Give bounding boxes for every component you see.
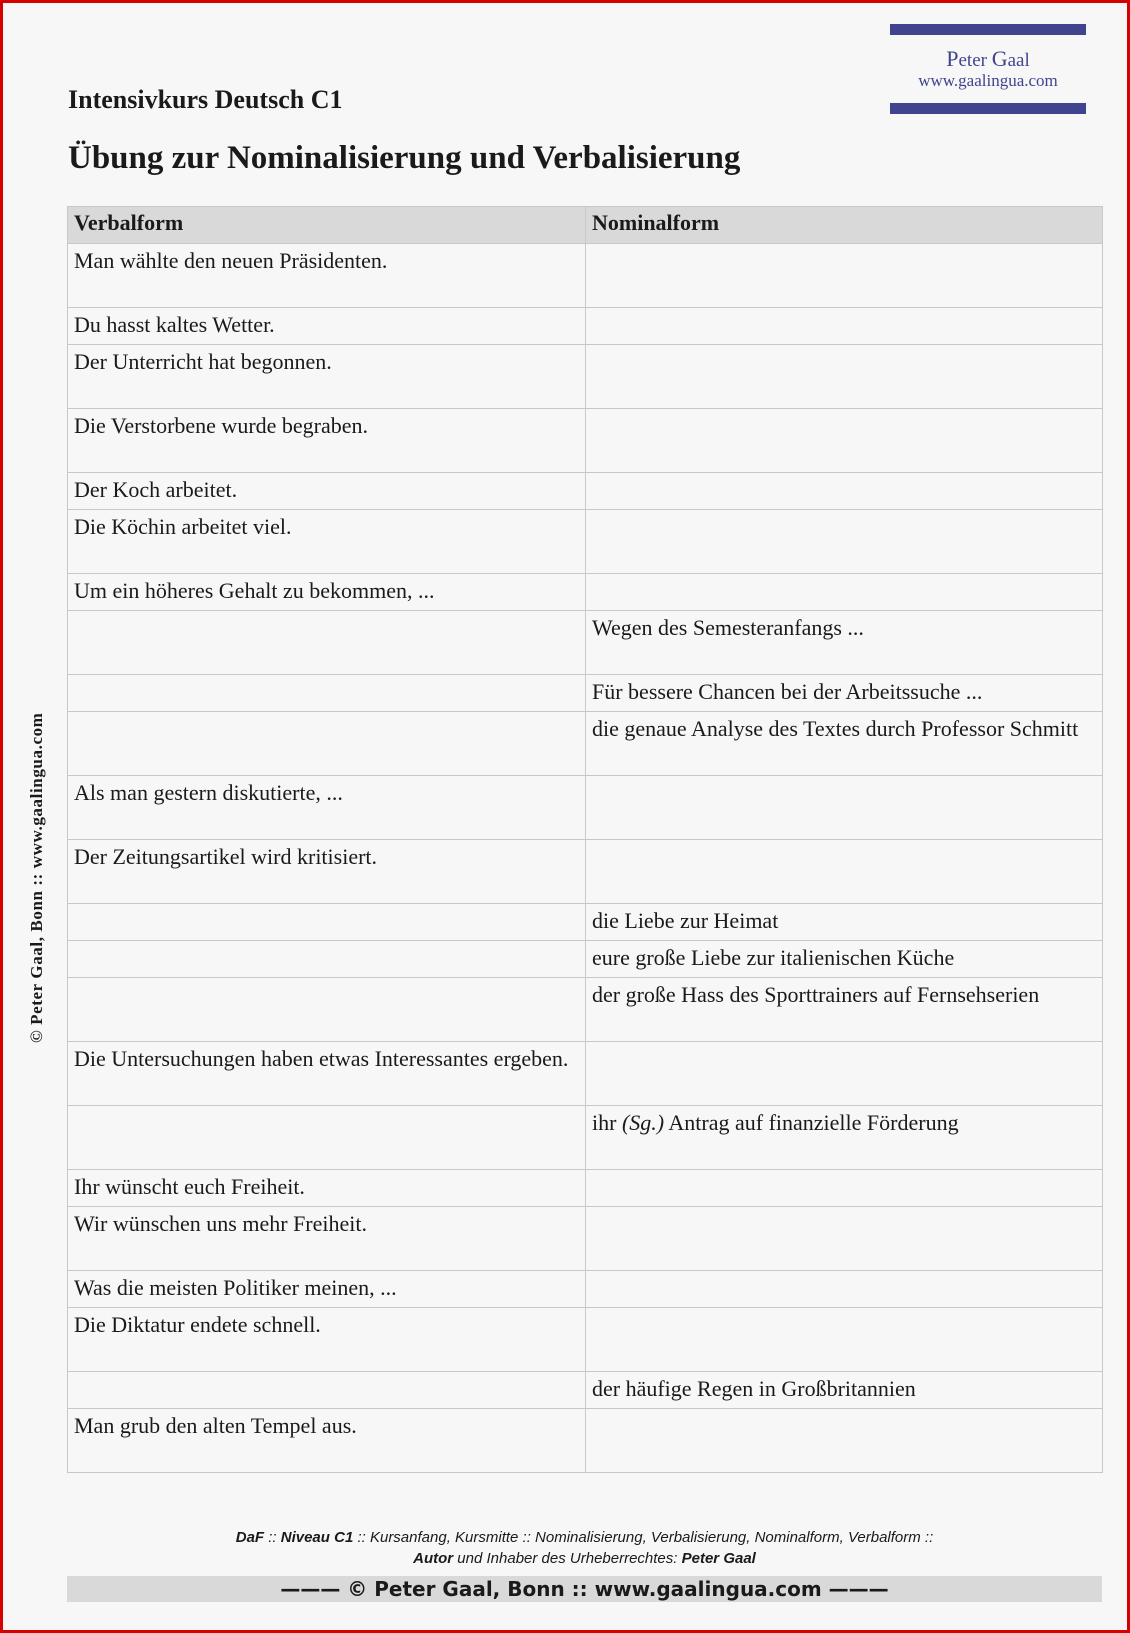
- nominal-cell: der häufige Regen in Großbritannien: [586, 1372, 1103, 1409]
- nominal-cell: die Liebe zur Heimat: [586, 904, 1103, 941]
- nominal-cell: der große Hass des Sporttrainers auf Fernsehserien: [586, 978, 1103, 1042]
- verbal-cell: Man wählte den neuen Präsidenten.: [68, 244, 586, 308]
- table-row: [68, 1106, 1103, 1170]
- nominal-cell: [586, 574, 1103, 611]
- verbal-cell: [68, 1372, 586, 1409]
- brand-name: Peter Gaal: [946, 46, 1030, 71]
- nominal-cell: [586, 308, 1103, 345]
- brand-bar-bottom: [890, 103, 1086, 114]
- nominal-cell: Wegen des Semesteranfangs ...: [586, 611, 1103, 675]
- footer-metadata: [67, 1527, 1102, 1569]
- table-row: [68, 510, 1103, 574]
- table-row: [68, 978, 1103, 1042]
- nominal-cell: [586, 1207, 1103, 1271]
- nominal-cell: eure große Liebe zur italienischen Küche: [586, 941, 1103, 978]
- verbal-cell: [68, 978, 586, 1042]
- verbal-cell: Was die meisten Politiker meinen, ...: [68, 1271, 586, 1308]
- exercise-table: [67, 206, 1103, 1473]
- table-row: [68, 308, 1103, 345]
- side-copyright: © Peter Gaal, Bonn :: www.gaalingua.com: [27, 712, 46, 1043]
- table-row: [68, 574, 1103, 611]
- table-row: [68, 904, 1103, 941]
- table-row: [68, 345, 1103, 409]
- nominal-cell: [586, 409, 1103, 473]
- table-row: [68, 473, 1103, 510]
- nominal-cell: [586, 776, 1103, 840]
- course-title: Intensivkurs Deutsch C1: [68, 85, 343, 114]
- nominal-cell: [586, 1271, 1103, 1308]
- page-title: Übung zur Nominalisierung und Verbalisierung: [68, 140, 741, 176]
- table-row: [68, 1207, 1103, 1271]
- nominal-cell: die genaue Analyse des Textes durch Professor Schmitt: [586, 712, 1103, 776]
- nominal-cell: [586, 1170, 1103, 1207]
- verbal-cell: Du hasst kaltes Wetter.: [68, 308, 586, 345]
- table-row: [68, 941, 1103, 978]
- verbal-cell: Wir wünschen uns mehr Freiheit.: [68, 1207, 586, 1271]
- table-row: [68, 1271, 1103, 1308]
- table-row: [68, 840, 1103, 904]
- verbal-cell: Der Unterricht hat begonnen.: [68, 345, 586, 409]
- brand-url: www.gaalingua.com: [918, 71, 1058, 90]
- nominal-cell: Für bessere Chancen bei der Arbeitssuche ...: [586, 675, 1103, 712]
- footer-line-1: DaF :: Niveau C1 :: Kursanfang, Kursmitte :: Nominalisierung, Verbalisierung, Nominalform, Verbalform ::: [235, 1529, 934, 1546]
- table-row: [68, 409, 1103, 473]
- table-row: [68, 712, 1103, 776]
- verbal-cell: [68, 675, 586, 712]
- table-row: [68, 675, 1103, 712]
- verbal-cell: Um ein höheres Gehalt zu bekommen, ...: [68, 574, 586, 611]
- nominal-cell: ihr (Sg.) Antrag auf finanzielle Förderung: [586, 1106, 1103, 1170]
- verbal-cell: Der Zeitungsartikel wird kritisiert.: [68, 840, 586, 904]
- footer-copyright-bar: ——— © Peter Gaal, Bonn :: www.gaalingua.com ———: [67, 1576, 1102, 1602]
- table-row: [68, 611, 1103, 675]
- verbal-cell: Die Untersuchungen haben etwas Interessantes ergeben.: [68, 1042, 586, 1106]
- verbal-cell: Ihr wünscht euch Freiheit.: [68, 1170, 586, 1207]
- nominal-cell: [586, 510, 1103, 574]
- table-row: [68, 776, 1103, 840]
- column-header-nominalform: Nominalform: [586, 207, 1103, 244]
- table-row: [68, 1409, 1103, 1473]
- footer-line-2: Autor und Inhaber des Urheberrechtes: Peter Gaal: [413, 1550, 756, 1567]
- verbal-cell: [68, 611, 586, 675]
- verbal-cell: Die Diktatur endete schnell.: [68, 1308, 586, 1372]
- verbal-cell: Man grub den alten Tempel aus.: [68, 1409, 586, 1473]
- verbal-cell: Die Verstorbene wurde begraben.: [68, 409, 586, 473]
- verbal-cell: Der Koch arbeitet.: [68, 473, 586, 510]
- table-row: [68, 1308, 1103, 1372]
- nominal-cell: [586, 345, 1103, 409]
- brand-logo: [890, 24, 1086, 118]
- nominal-cell: [586, 1042, 1103, 1106]
- verbal-cell: [68, 712, 586, 776]
- verbal-cell: [68, 904, 586, 941]
- table-row: [68, 244, 1103, 308]
- nominal-cell: [586, 473, 1103, 510]
- table-row: [68, 1170, 1103, 1207]
- verbal-cell: Als man gestern diskutierte, ...: [68, 776, 586, 840]
- nominal-cell: [586, 840, 1103, 904]
- verbal-cell: [68, 941, 586, 978]
- nominal-cell: [586, 1409, 1103, 1473]
- table-header-row: [68, 207, 1103, 244]
- nominal-cell: [586, 1308, 1103, 1372]
- brand-bar-top: [890, 24, 1086, 35]
- table-row: [68, 1042, 1103, 1106]
- verbal-cell: Die Köchin arbeitet viel.: [68, 510, 586, 574]
- verbal-cell: [68, 1106, 586, 1170]
- nominal-cell: [586, 244, 1103, 308]
- table-row: [68, 1372, 1103, 1409]
- column-header-verbalform: Verbalform: [68, 207, 586, 244]
